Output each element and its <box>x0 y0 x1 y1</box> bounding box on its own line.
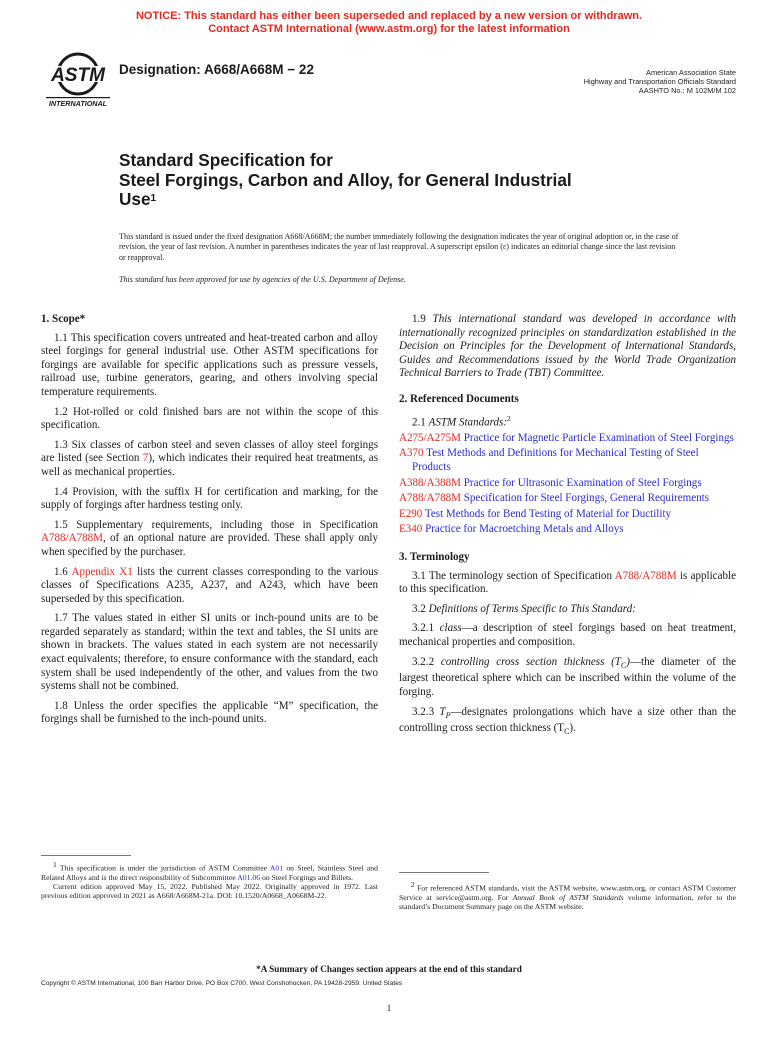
para-1-1: 1.1 This specification covers untreated and heat-treated carbon and alloy steel forgings for general industrial use. Other ASTM specifications for forgings are available for specific applications such as pressure vessels, railroad use, turbine generators, gearing, and others involving special temperature requirements. <box>41 331 378 398</box>
para-1-3: 1.3 Six classes of carbon steel and seven classes of alloy steel forgings are listed (see Section 7), which indicates their required heat treatments, as well as mechanical properties. <box>41 438 378 478</box>
footnote-rule-left <box>41 855 131 856</box>
reference-item[interactable]: E340 Practice for Macroetching Metals and Alloys <box>399 523 624 536</box>
copyright: Copyright © ASTM International, 100 Barr Harbor Drive, PO Box C700, West Conshohocken, PA 19428-2959. United States <box>41 980 403 987</box>
a01-link[interactable]: A01 <box>269 863 284 873</box>
para-1-8: 1.8 Unless the order specifies the applicable “M” specification, the forgings shall be furnished to the inch-pound units. <box>41 699 378 726</box>
notice-line-1: NOTICE: This standard has either been superseded and replaced by a new version or withdrawn. <box>135 10 643 22</box>
summary-note: *A Summary of Changes section appears at the end of this standard <box>256 964 522 974</box>
left-column <box>41 313 378 733</box>
terminology-heading: 3. Terminology <box>399 550 470 563</box>
para-1-7: 1.7 The values stated in either SI units or inch-pound units are to be regarded separately as standard; within the text and tables, the SI units are shown in brackets. The values stated in each system are not necessarily exact equivalents; therefore, to ensure conformance with the standard, each system shall be used independently of the other, and values from the two systems shall not be combined. <box>41 612 378 693</box>
assoc-line-2: Highway and Transportation Officials Standard <box>583 77 736 86</box>
references-heading: 2. Referenced Documents <box>399 392 519 405</box>
footnote-2 <box>399 880 736 911</box>
title-line-1: Standard Specification for <box>119 150 333 170</box>
title-footnote-mark: 1 <box>150 193 157 204</box>
footnote-1-edition: Current edition approved May 15, 2022. Published May 2022. Originally approved in 1972. Last previous edition approved in 2021 as A668/A668M-21a. DOI: 10.1520/A0668_A0668M-22. <box>41 881 378 901</box>
title-line-2: Steel Forgings, Carbon and Alloy, for General Industrial <box>119 169 572 190</box>
reference-item[interactable]: A275/A275M Practice for Magnetic Particle Examination of Steel Forgings <box>399 431 734 444</box>
para-1-4: 1.4 Provision, with the suffix H for certification and marking, for the supply of forgings after hardness testing only. <box>41 485 378 512</box>
a788-terminology-link[interactable]: A788/A788M <box>614 569 677 582</box>
scope-heading: 1. Scope* <box>41 313 86 325</box>
title-line-3: Use$^1$ <box>119 189 157 209</box>
page-number: 1 <box>386 1003 392 1013</box>
designation: Designation: A668/A668M − 22 <box>119 62 314 77</box>
para-3-2-2: 3.2.2 controlling cross section thickness $(T_C)—the$ diameter of the largest theoretical sphere which can be inscribed within the volume of the forging. <box>399 655 736 698</box>
reference-list <box>399 432 736 537</box>
footnote-1-text: $^1$ This specification is under the jurisdiction of ASTM Committee A01 on Steel, Stainless Steel and Related Alloys and is the direct responsibility of Subcommittee A01.06 on Steel Forgings and Billets. <box>41 860 378 882</box>
a0106-link[interactable]: A01.06 <box>237 872 261 882</box>
para-1-9: 1.9 This international standard was developed in accordance with internationally recognized principles on standardization established in the Decision on Principles for the Development of International Standards, Guides and Recommendations issued by the World Trade Organization Technical Barriers to Trade (TBT) Committee. <box>399 313 736 380</box>
astm-standards-intro: 2.1 ASTM Standards:$^2$ <box>412 413 511 429</box>
para-3-2-1: 3.2.1 class—a description of steel forgings based on heat treatment, mechanical properties and composition. <box>399 622 736 648</box>
issued-note: This standard is issued under the fixed designation A668/A668M; the number immediately following the designation indicates the year of original adoption or, in the case of revision, the year of last revision. A number in parentheses indicates the year of last reapproval. A superscript epsilon (ε) indicates an editorial change since the last revision or reapproval. <box>119 232 679 262</box>
assoc-line-1: American Association State <box>646 68 736 77</box>
astm-logo <box>44 52 112 110</box>
aashto-block <box>584 68 736 95</box>
para-1-2: 1.2 Hot-rolled or cold finished bars are not within the scope of this specification. <box>41 405 378 432</box>
footnote-1 <box>41 860 378 900</box>
withdrawn-notice <box>0 10 778 36</box>
para-3-2: 3.2 Definitions of Terms Specific to This Standard: <box>412 602 636 615</box>
reference-item[interactable]: A388/A388M Practice for Ultrasonic Examination of Steel Forgings <box>399 476 702 489</box>
a788-link[interactable]: A788/A788M <box>41 532 103 545</box>
notice-line-2: Contact ASTM International (www.astm.org) for the latest information <box>208 23 570 35</box>
reference-item[interactable]: E290 Test Methods for Bend Testing of Material for Ductility <box>399 507 672 520</box>
footnote-rule-right <box>399 872 489 873</box>
para-3-1: 3.1 The terminology section of Specification A788/A788M is applicable to this specification. <box>399 569 736 596</box>
dod-note: This standard has been approved for use by agencies of the U.S. Department of Defense. <box>119 275 406 284</box>
para-1-6: 1.6 Appendix X1 lists the current classes corresponding to the various classes of Specifications A235, A237, and A243, which have been superseded by this specification. <box>41 565 378 605</box>
logo-wordmark: INTERNATIONAL <box>48 99 108 108</box>
document-title <box>119 151 679 210</box>
footnote-2-text: $^2$ For referenced ASTM standards, visit the ASTM website, www.astm.org, or contact ASTM Customer Service at service@astm.org. For Annual Book of ASTM Standards volume information, refer to the standard’s Document Summary page on the ASTM website. <box>399 880 736 911</box>
svg-text:ASTM: ASTM <box>51 65 105 86</box>
section-7-link[interactable]: 7 <box>142 452 149 465</box>
reference-item[interactable]: A788/A788M Specification for Steel Forgings, General Requirements <box>399 492 709 505</box>
para-3-2-3: 3.2.3 $T_P—designates$ prolongations which have a size other than the controlling cross section thickness $(T_C)$. <box>399 705 736 737</box>
reference-item[interactable]: A370 Test Methods and Definitions for Mechanical Testing of Steel Products <box>399 447 699 474</box>
appendix-x1-link[interactable]: Appendix X1 <box>71 565 133 578</box>
right-column <box>399 313 736 745</box>
para-1-5: 1.5 Supplementary requirements, including those in Specification A788/A788M, of an optional nature are provided. These shall apply only when specified by the purchaser. <box>41 518 378 558</box>
assoc-line-3: AASHTO No.: M 102M/M 102 <box>638 86 736 95</box>
